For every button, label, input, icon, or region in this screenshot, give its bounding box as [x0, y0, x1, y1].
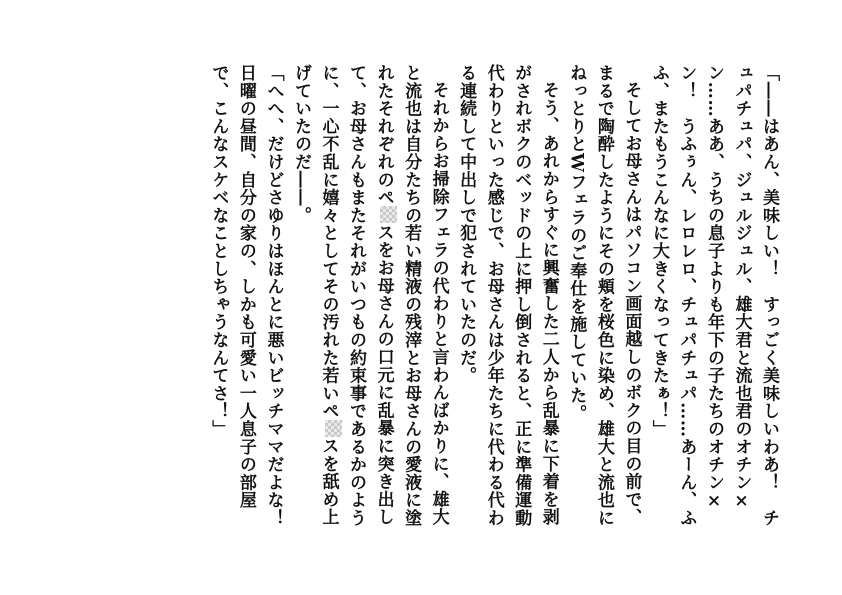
paragraph-text: 「――はあん、美味しい！ すっごく美味しいわあ！ チュパチュパ、ジュルジュル、雄大君と流也君のオチン×ン……ああ、うちの息子よりも年下の子たちのオチン×ン！ うふぅん、レロレロ、チュパチュパ……あーん、ふふ、またもうこんなに大きくなってきたぁ！」 — [648, 64, 779, 527]
paragraph-text: それからお掃除フェラの代わりと言わんばかりに、雄大と流也は自分たちの若い精液の残滓とお母さんの愛液に塗れたそれぞれのペ — [373, 64, 449, 527]
paragraph-narration-2 — [452, 64, 562, 534]
censor-mosaic — [325, 420, 342, 437]
paragraph-text: スをお母さんの口元に乱暴に突き出して、お母さんもまたそれがいつもの約束事であるかのように、一心不乱に嬉々としてその汚れた若いペ — [318, 64, 394, 527]
paragraph-text: スを舐め上げていたのだ――。 — [290, 64, 339, 526]
vertical-text-body — [62, 64, 782, 545]
paragraph-narration-3 — [286, 64, 451, 534]
paragraph-narration-1 — [562, 64, 645, 534]
censor-mosaic — [380, 206, 397, 223]
paragraph-dialogue-1 — [644, 64, 782, 534]
paragraph-dialogue-2 — [204, 64, 287, 545]
paragraph-text: そしてお母さんはパソコン画面越しのボクの目の前で、まるで陶酔したようにその頬を桜色に染め、雄大と流也にねっとりとWフェラのご奉仕を施していた。 — [566, 64, 642, 527]
paragraph-text: 「へへ、だけどさゆりはほんとに悪いビッチママだよな！ 日曜の昼間、自分の家の、しかも可愛い一人息子の部屋で、こんなスケベなことしちゃうなんてさ！」 — [208, 64, 284, 545]
paragraph-text: そう、あれからすぐに興奮した二人から乱暴に下着を剥がされボクのベッドの上に押し倒されると、正に準備運動代わりといった感じで、お母さんは少年たちに代わる代わる連続して中出しで犯されていたのだ。 — [456, 64, 559, 527]
